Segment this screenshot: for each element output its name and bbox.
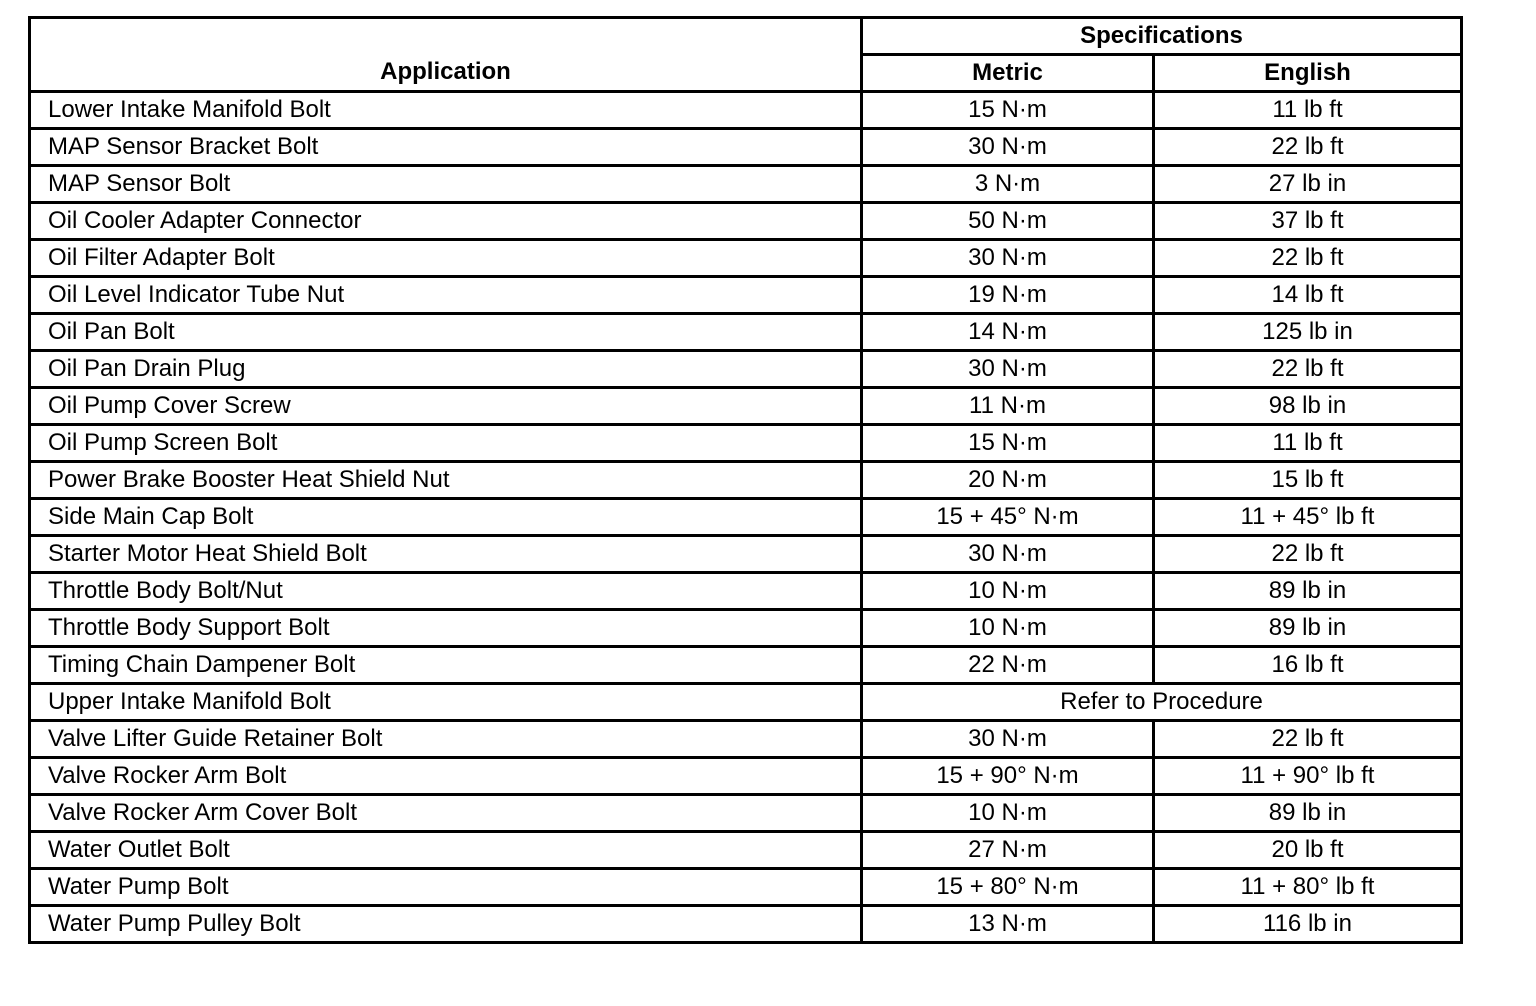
metric-cell: 50 N·m xyxy=(862,203,1154,240)
table-row xyxy=(30,536,1462,573)
english-cell: 11 + 90° lb ft xyxy=(1154,758,1462,795)
metric-cell: 15 N·m xyxy=(862,92,1154,129)
table-row xyxy=(30,610,1462,647)
metric-cell: 30 N·m xyxy=(862,351,1154,388)
english-cell: 22 lb ft xyxy=(1154,129,1462,166)
table-row xyxy=(30,240,1462,277)
metric-cell: 10 N·m xyxy=(862,795,1154,832)
english-cell: 22 lb ft xyxy=(1154,351,1462,388)
metric-cell: 10 N·m xyxy=(862,573,1154,610)
metric-cell: 14 N·m xyxy=(862,314,1154,351)
english-cell: 15 lb ft xyxy=(1154,462,1462,499)
metric-cell: 30 N·m xyxy=(862,536,1154,573)
table-row xyxy=(30,166,1462,203)
metric-cell: 15 N·m xyxy=(862,425,1154,462)
english-cell: 11 lb ft xyxy=(1154,92,1462,129)
application-cell: Water Pump Pulley Bolt xyxy=(30,906,862,943)
application-cell: Oil Pump Cover Screw xyxy=(30,388,862,425)
english-cell: 37 lb ft xyxy=(1154,203,1462,240)
table-row xyxy=(30,425,1462,462)
application-cell: Oil Cooler Adapter Connector xyxy=(30,203,862,240)
application-cell: Throttle Body Bolt/Nut xyxy=(30,573,862,610)
table-row xyxy=(30,129,1462,166)
english-cell: 125 lb in xyxy=(1154,314,1462,351)
english-cell: 22 lb ft xyxy=(1154,536,1462,573)
english-cell: 89 lb in xyxy=(1154,610,1462,647)
application-header: Application xyxy=(30,18,862,92)
refer-to-procedure-cell: Refer to Procedure xyxy=(862,684,1462,721)
metric-cell: 10 N·m xyxy=(862,610,1154,647)
english-cell: 116 lb in xyxy=(1154,906,1462,943)
application-cell: MAP Sensor Bracket Bolt xyxy=(30,129,862,166)
english-cell: 22 lb ft xyxy=(1154,721,1462,758)
application-cell: Valve Rocker Arm Cover Bolt xyxy=(30,795,862,832)
header-row-top xyxy=(30,18,1462,55)
application-cell: Oil Pump Screen Bolt xyxy=(30,425,862,462)
table-row xyxy=(30,906,1462,943)
table-row xyxy=(30,832,1462,869)
english-cell: 11 lb ft xyxy=(1154,425,1462,462)
table-row xyxy=(30,721,1462,758)
table-body xyxy=(30,92,1462,943)
metric-cell: 19 N·m xyxy=(862,277,1154,314)
application-cell: MAP Sensor Bolt xyxy=(30,166,862,203)
english-cell: 14 lb ft xyxy=(1154,277,1462,314)
table-row xyxy=(30,314,1462,351)
table-row xyxy=(30,351,1462,388)
application-cell: Throttle Body Support Bolt xyxy=(30,610,862,647)
application-cell: Oil Level Indicator Tube Nut xyxy=(30,277,862,314)
application-cell: Timing Chain Dampener Bolt xyxy=(30,647,862,684)
table-row xyxy=(30,203,1462,240)
metric-cell: 22 N·m xyxy=(862,647,1154,684)
english-cell: 98 lb in xyxy=(1154,388,1462,425)
metric-cell: 30 N·m xyxy=(862,129,1154,166)
metric-cell: 13 N·m xyxy=(862,906,1154,943)
application-cell: Water Pump Bolt xyxy=(30,869,862,906)
table-row xyxy=(30,795,1462,832)
table-row xyxy=(30,647,1462,684)
table-row xyxy=(30,92,1462,129)
application-cell: Valve Rocker Arm Bolt xyxy=(30,758,862,795)
application-cell: Power Brake Booster Heat Shield Nut xyxy=(30,462,862,499)
english-cell: 89 lb in xyxy=(1154,795,1462,832)
fastener-spec-table xyxy=(28,16,1463,944)
english-cell: 89 lb in xyxy=(1154,573,1462,610)
application-cell: Water Outlet Bolt xyxy=(30,832,862,869)
table-row xyxy=(30,684,1462,721)
table-row xyxy=(30,869,1462,906)
specifications-header: Specifications xyxy=(862,18,1462,55)
metric-cell: 15 + 90° N·m xyxy=(862,758,1154,795)
metric-cell: 15 + 45° N·m xyxy=(862,499,1154,536)
application-cell: Starter Motor Heat Shield Bolt xyxy=(30,536,862,573)
table-row xyxy=(30,462,1462,499)
application-cell: Oil Filter Adapter Bolt xyxy=(30,240,862,277)
metric-cell: 27 N·m xyxy=(862,832,1154,869)
english-cell: 20 lb ft xyxy=(1154,832,1462,869)
metric-header: Metric xyxy=(862,55,1154,92)
metric-cell: 3 N·m xyxy=(862,166,1154,203)
application-cell: Oil Pan Bolt xyxy=(30,314,862,351)
metric-cell: 20 N·m xyxy=(862,462,1154,499)
english-cell: 11 + 80° lb ft xyxy=(1154,869,1462,906)
application-cell: Side Main Cap Bolt xyxy=(30,499,862,536)
application-cell: Lower Intake Manifold Bolt xyxy=(30,92,862,129)
table-row xyxy=(30,499,1462,536)
application-cell: Valve Lifter Guide Retainer Bolt xyxy=(30,721,862,758)
english-cell: 16 lb ft xyxy=(1154,647,1462,684)
english-cell: 22 lb ft xyxy=(1154,240,1462,277)
table-row xyxy=(30,388,1462,425)
metric-cell: 30 N·m xyxy=(862,240,1154,277)
metric-cell: 15 + 80° N·m xyxy=(862,869,1154,906)
application-cell: Oil Pan Drain Plug xyxy=(30,351,862,388)
table-row xyxy=(30,758,1462,795)
metric-cell: 30 N·m xyxy=(862,721,1154,758)
english-cell: 27 lb in xyxy=(1154,166,1462,203)
table-row xyxy=(30,573,1462,610)
application-cell: Upper Intake Manifold Bolt xyxy=(30,684,862,721)
table-row xyxy=(30,277,1462,314)
metric-cell: 11 N·m xyxy=(862,388,1154,425)
english-cell: 11 + 45° lb ft xyxy=(1154,499,1462,536)
english-header: English xyxy=(1154,55,1462,92)
